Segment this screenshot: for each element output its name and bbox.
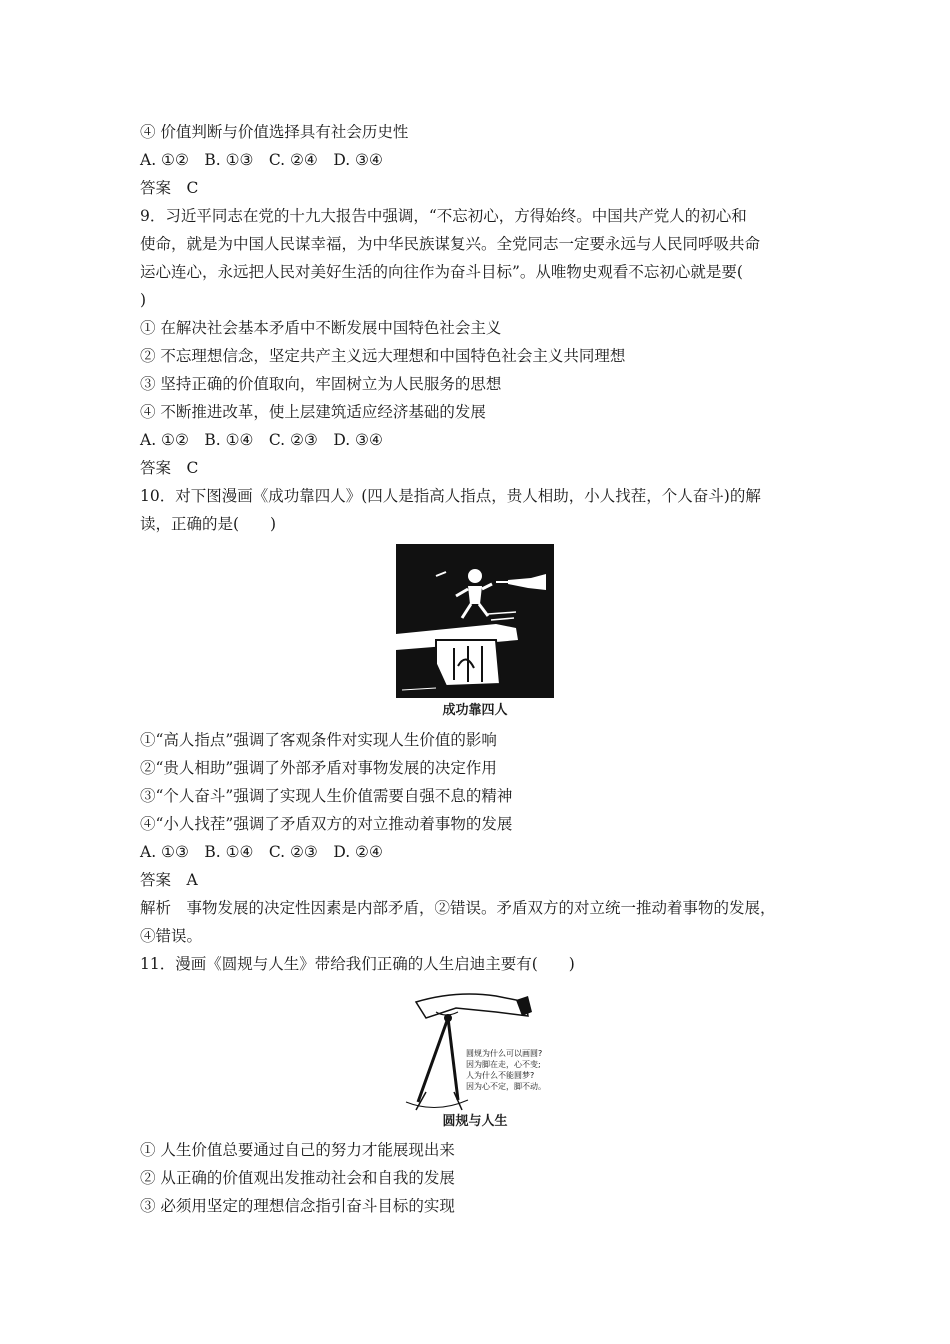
option-line: ④ 不断推进改革，使上层建筑适应经济基础的发展	[140, 403, 486, 421]
option-line: ①“高人指点”强调了客观条件对实现人生价值的影响	[140, 731, 497, 749]
answer-line: 答案 C	[140, 459, 199, 477]
question-9-line: 9．习近平同志在党的十九大报告中强调，“不忘初心，方得始终。中国共产党人的初心和	[140, 207, 747, 225]
choices-line: A. ①② B. ①④ C. ②③ D. ③④	[140, 431, 383, 449]
option-line: ④“小人找茬”强调了矛盾双方的对立推动着事物的发展	[140, 815, 513, 833]
cartoon-success-four-people	[396, 544, 554, 698]
question-10-line: 10．对下图漫画《成功靠四人》(四人是指高人指点，贵人相助，小人找茬，个人奋斗)的解	[140, 487, 761, 505]
figure-2-caption: 圆规与人生	[442, 1114, 508, 1129]
question-9-line: )	[140, 291, 147, 309]
question-9-line: 使命，就是为中国人民谋幸福，为中华民族谋复兴。全党同志一定要永远与人民同呼吸共命	[140, 235, 761, 253]
option-line: ③ 坚持正确的价值取向，牢固树立为人民服务的思想	[140, 375, 502, 393]
figure-1-caption: 成功靠四人	[442, 703, 508, 718]
compass-text-line: 圆规为什么可以画圆?	[466, 1049, 543, 1058]
question-10-line: 读，正确的是( )	[140, 515, 277, 533]
compass-text-line: 因为脚在走，心不变;	[466, 1060, 541, 1069]
option-line: ④ 价值判断与价值选择具有社会历史性	[140, 123, 409, 141]
option-line: ③“个人奋斗”强调了实现人生价值需要自强不息的精神	[140, 787, 513, 805]
question-11-line: 11．漫画《圆规与人生》带给我们正确的人生启迪主要有( )	[140, 955, 575, 973]
analysis-line: 解析 事物发展的决定性因素是内部矛盾，②错误。矛盾双方的对立统一推动着事物的发展，	[140, 899, 776, 917]
option-line: ① 人生价值总要通过自己的努力才能展现出来	[140, 1141, 455, 1159]
compass-text-line: 人为什么不能圆梦?	[466, 1071, 535, 1080]
option-line: ① 在解决社会基本矛盾中不断发展中国特色社会主义	[140, 319, 502, 337]
answer-line: 答案 A	[140, 871, 198, 889]
compass-text-line: 因为心不定，脚不动。	[466, 1082, 546, 1091]
answer-line: 答案 C	[140, 179, 199, 197]
choices-line: A. ①③ B. ①④ C. ②③ D. ②④	[140, 843, 383, 861]
option-line: ③ 必须用坚定的理想信念指引奋斗目标的实现	[140, 1197, 455, 1215]
option-line: ② 不忘理想信念，坚定共产主义远大理想和中国特色社会主义共同理想	[140, 347, 626, 365]
cartoon-compass-and-life	[396, 982, 566, 1112]
choices-line: A. ①② B. ①③ C. ②④ D. ③④	[140, 151, 383, 169]
option-line: ②“贵人相助”强调了外部矛盾对事物发展的决定作用	[140, 759, 497, 777]
analysis-line: ④错误。	[140, 927, 203, 945]
question-9-line: 运心连心，永远把人民对美好生活的向往作为奋斗目标”。从唯物史观看不忘初心就是要(	[140, 263, 743, 281]
option-line: ② 从正确的价值观出发推动社会和自我的发展	[140, 1169, 455, 1187]
